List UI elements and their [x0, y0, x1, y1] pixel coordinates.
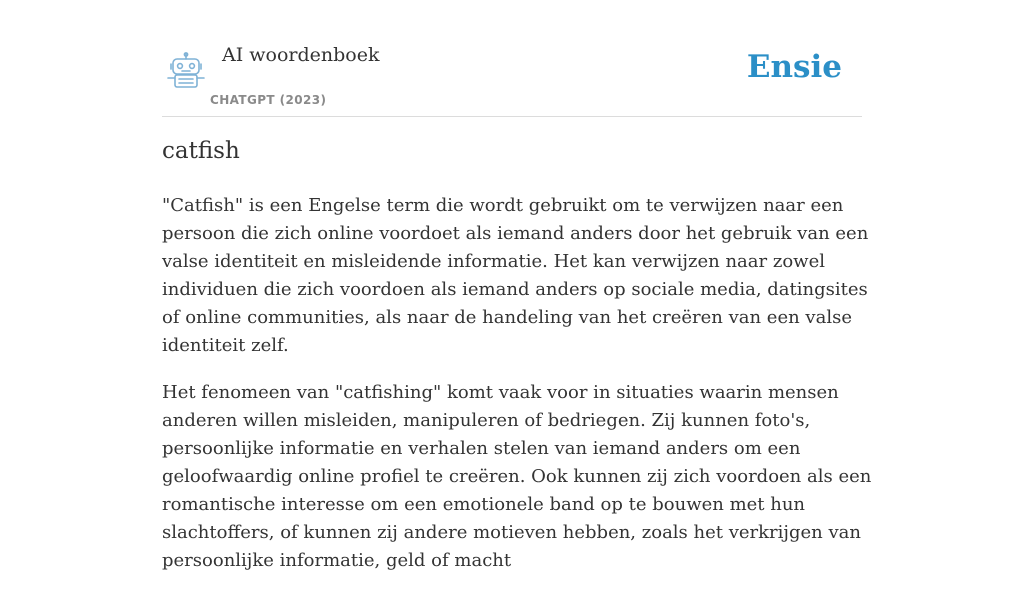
- definition-paragraph: "Catfish" is een Engelse term die wordt gebruikt om te verwijzen naar een persoon die zich online voordoet als iemand anders door het gebruik van een valse identiteit en misleidende informatie. Het kan verwijzen naar zowel individuen die zich voordoen als iemand anders op sociale media, datingsites of online communities, als naar de handeling van het creëren van een valse identiteit zelf.: [162, 195, 869, 356]
- source-subtitle: CHATGPT (2023): [210, 93, 327, 107]
- source-header: [162, 0, 862, 117]
- ensie-logo[interactable]: Ensie: [746, 49, 842, 85]
- entry-definition: [162, 192, 872, 594]
- robot-icon: [166, 52, 206, 90]
- definition-paragraph: Het fenomeen van "catfishing" komt vaak voor in situaties waarin mensen anderen willen misleiden, manipuleren of bedriegen. Zij kunnen foto's, persoonlijke informatie en verhalen stelen van iemand anders om een geloofwaardig online profiel te creëren. Ook kunnen zij zich voordoen als een romantische interesse om een emotionele band op te bouwen met hun slachtoffers, of kunnen zij andere motieven hebben, zoals het verkrijgen van persoonlijke informatie, geld of macht: [162, 382, 872, 571]
- source-title[interactable]: AI woordenboek: [222, 44, 380, 66]
- entry-term: catfish: [162, 138, 240, 164]
